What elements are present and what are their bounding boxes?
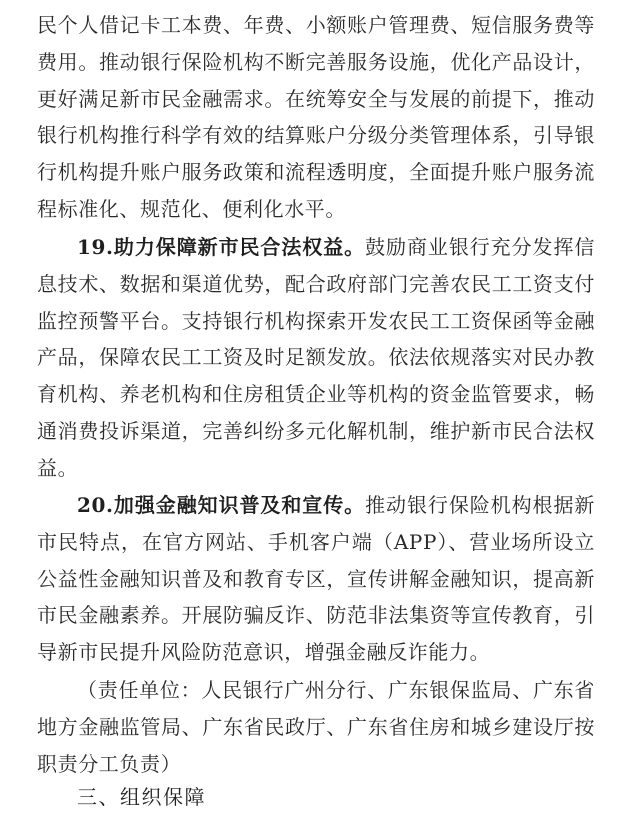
paragraph-responsible-units (37, 672, 595, 782)
item-20-heading: 20.加强金融知识普及和宣传。 (77, 493, 366, 517)
responsible-units-text: （责任单位：人民银行广州分行、广东银保监局、广东省地方金融监管局、广东省民政厅、广东省住房和城乡建设厅按职责分工负责） (37, 678, 595, 776)
paragraph-item-20 (37, 487, 595, 671)
item-19-heading: 19.助力保障新市民合法权益。 (77, 235, 366, 259)
section-heading: 三、组织保障 (77, 785, 206, 809)
item-19-text: 鼓励商业银行充分发挥信息技术、数据和渠道优势，配合政府部门完善农民工工资支付监控预警平台。支持银行机构探索开发农民工工资保函等金融产品，保障农民工工资及时足额发放。依法依规落实对民办教育机构、养老机构和住房租赁企业等机构的资金监管要求，畅通消费投诉渠道，完善纠纷多元化解机制，维护新市民合法权益。 (37, 235, 595, 480)
item-20-text: 推动银行保险机构根据新市民特点，在官方网站、手机客户端（APP）、营业场所设立公益性金融知识普及和教育专区，宣传讲解金融知识，提高新市民金融素养。开展防骗反诈、防范非法集资等宣传教育，引导新市民提升风险防范意识，增强金融反诈能力。 (37, 493, 595, 665)
paragraph-account-fees (37, 7, 595, 228)
paragraph-account-fees-text: 民个人借记卡工本费、年费、小额账户管理费、短信服务费等费用。推动银行保险机构不断完善服务设施，优化产品设计，更好满足新市民金融需求。在统筹安全与发展的前提下，推动银行机构推行科学有效的结算账户分级分类管理体系，引导银行机构提升账户服务政策和流程透明度，全面提升账户服务流程标准化、规范化、便利化水平。 (37, 13, 595, 221)
paragraph-item-19 (37, 229, 595, 487)
